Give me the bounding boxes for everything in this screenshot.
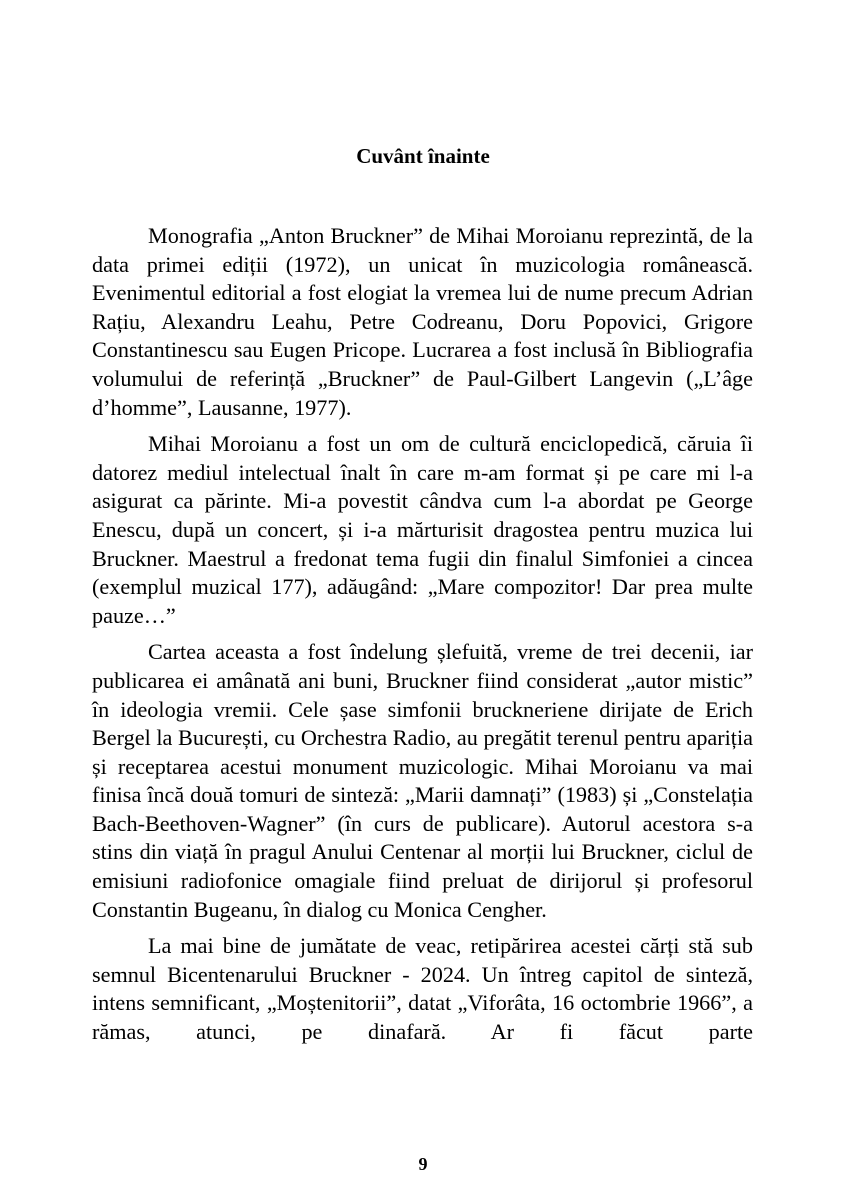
body-text [92,222,753,1055]
page-number: 9 [418,1154,428,1174]
paragraph: Mihai Moroianu a fost un om de cultură enciclopedică, căruia îi datorez mediul intelectual înalt în care m-am format și pe care mi l-a asigurat ca părinte. Mi-a povestit cândva cum l-a abordat pe George Enescu, după un concert, și i-a mărturisit dragostea pentru muzica lui Bruckner. Maestrul a fredonat tema fugii din finalul Simfoniei a cincea (exemplul muzical 177), adăugând: „Mare compozitor! Dar prea multe pauze…” [92,431,753,628]
paragraph: Cartea aceasta a fost îndelung șlefuită, vreme de trei decenii, iar publicarea ei amânată ani buni, Bruckner fiind considerat „autor mistic” în ideologia vremii. Cele șase simfonii brucknerienе dirijate de Erich Bergel la București, cu Orchestra Radio, au pregătit terenul pentru apariția și receptarea acestui monument muzicologic. Mihai Moroianu va mai finisa încă două tomuri de sinteză: „Marii damnați” (1983) și „Constelația Bach-Beethoven-Wagner” (în curs de publicare). Autorul acestora s-a stins din viață în pragul Anului Centenar al morții lui Bruckner, ciclul de emisiuni radiofonice omagiale fiind preluat de dirijorul și profesorul Constantin Bugeanu, în dialog cu Monica Cengher. [92,639,753,922]
paragraph: Monografia „Anton Bruckner” de Mihai Moroianu reprezintă, de la data primei ediții (1972), un unicat în muzicologia românească. Evenimentul editorial a fost elogiat la vremea lui de nume precum Adrian Rațiu, Alexandru Leahu, Petre Codreanu, Doru Popovici, Grigore Constantinescu sau Eugen Pricope. Lucrarea a fost inclusă în Bibliografia volumului de referință „Bruckner” de Paul-Gilbert Langevin („L’âge d’homme”, Lausanne, 1977). [92,223,753,420]
chapter-title: Cuvânt înainte [356,144,490,168]
paragraph: La mai bine de jumătate de veac, retipărirea acestei cărți stă sub semnul Bicentenarului Bruckner - 2024. Un întreg capitol de sinteză, intens semnificant, „Moștenitorii”, datat „Viforâta, 16 octombrie 1966”, a rămas, atunci, pe dinafară. Ar fi făcut parte [92,933,753,1045]
